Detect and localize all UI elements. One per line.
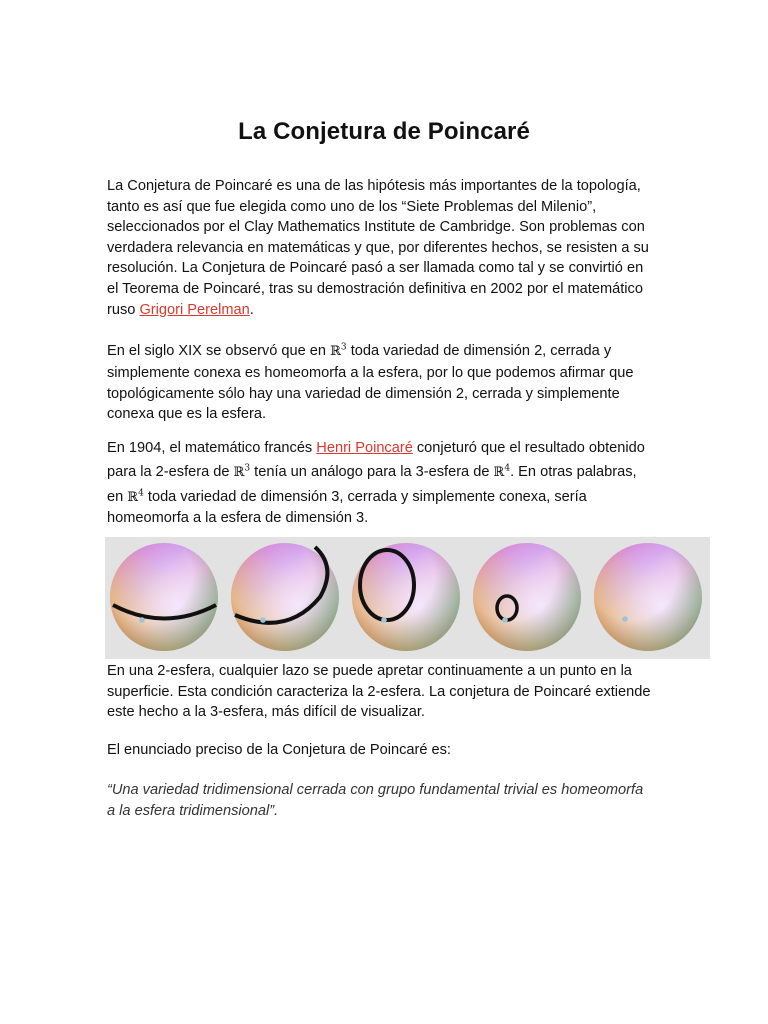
text-line: En una 2-esfera, cualquier lazo se puede apretar continuamente a un punto en la: [107, 663, 632, 679]
link-henri-poincare[interactable]: Henri Poincaré: [316, 440, 413, 456]
text-line: superficie. Esta condición caracteriza la 2-esfera. La conjetura de Poincaré extiende: [107, 683, 651, 700]
base-point: [502, 617, 508, 623]
sphere-4: [473, 543, 581, 651]
sphere-1: [110, 543, 218, 651]
math-r3: [234, 465, 251, 480]
text-fragment: ruso: [107, 301, 140, 318]
nineteenth-century-paragraph: [107, 338, 663, 425]
sphere-2: [231, 543, 339, 651]
math-symbol: ℝ: [233, 464, 245, 480]
text-fragment: conjeturó que el resultado obtenido: [412, 440, 645, 456]
text-line: a la esfera tridimensional”.: [107, 802, 279, 819]
text-line: este hecho a la 3-esfera, más difícil de visualizar.: [107, 704, 425, 721]
math-exponent: 4: [138, 488, 144, 499]
base-point: [139, 617, 145, 623]
text-fragment: en: [107, 488, 128, 505]
text-line: El enunciado preciso de la Conjetura de Poincaré es:: [107, 742, 451, 758]
text-fragment: toda variedad de dimensión 3, cerrada y simplemente conexa, sería: [143, 488, 587, 505]
math-exponent: 3: [340, 343, 347, 353]
text-line: [107, 440, 645, 456]
conjecture-quote: [107, 780, 663, 821]
math-exponent: 3: [244, 463, 251, 474]
text-line: conexa que es la esfera.: [107, 406, 267, 423]
text-fragment: toda variedad de dimensión 2, cerrada y: [346, 343, 612, 360]
text-line: seleccionados por el Clay Mathematics Institute de Cambridge. Son problemas con: [107, 219, 645, 236]
text-line: topológicamente sólo hay una variedad de dimensión 2, cerrada y simplemente: [107, 385, 620, 402]
math-exponent: 4: [504, 463, 511, 474]
intro-paragraph: [107, 176, 663, 320]
text-line: el Teorema de Poincaré, tras su demostración definitiva en 2002 por el matemático: [107, 280, 643, 297]
math-symbol: ℝ: [493, 464, 505, 480]
statement-intro-paragraph: [107, 740, 663, 761]
text-line: homeomorfa a la esfera de dimensión 3.: [107, 510, 369, 527]
text-line: [107, 489, 587, 505]
sphere-loop-illustration: [105, 537, 710, 659]
base-point: [381, 617, 387, 623]
sphere-5: [594, 543, 702, 651]
sphere-loop-figure: [105, 537, 710, 659]
math-r3: [330, 344, 347, 359]
base-point: [622, 616, 628, 622]
text-fragment: para la 2-esfera de: [107, 463, 234, 480]
text-line: [107, 343, 611, 359]
text-line: [107, 464, 637, 480]
math-symbol: ℝ: [127, 489, 139, 505]
text-line: tanto es así que fue elegida como uno de los “Siete Problemas del Milenio”,: [107, 198, 597, 215]
text-line: “Una variedad tridimensional cerrada con grupo fundamental trivial es homeomorfa: [107, 782, 644, 798]
text-fragment: tenía un análogo para la 3-esfera de: [250, 463, 494, 480]
sphere-3: [352, 543, 460, 651]
math-r4: [494, 465, 511, 480]
page-title: La Conjetura de Poincaré: [238, 118, 530, 145]
text-line: verdadera relevancia en matemáticas y que, por diferentes hechos, se resisten a su: [107, 239, 649, 256]
text-fragment: En 1904, el matemático francés: [107, 440, 317, 456]
base-point: [260, 617, 266, 623]
text-line: simplemente conexa es homeomorfa a la esfera, por lo que podemos afirmar que: [107, 364, 634, 381]
math-symbol: ℝ: [330, 344, 341, 360]
poincare-1904-paragraph: [107, 438, 663, 529]
text-fragment: . En otras palabras,: [510, 463, 637, 480]
text-line: resolución. La Conjetura de Poincaré pasó a ser llamada como tal y se convirtió en: [107, 260, 644, 277]
text-line: [107, 302, 254, 318]
figure-caption-paragraph: [107, 661, 663, 723]
math-r4: [127, 490, 144, 505]
text-fragment: .: [249, 301, 254, 318]
text-line: La Conjetura de Poincaré es una de las hipótesis más importantes de la topología,: [107, 178, 641, 194]
text-fragment: En el siglo XIX se observó que en: [107, 343, 331, 360]
link-grigori-perelman[interactable]: Grigori Perelman: [139, 301, 250, 318]
